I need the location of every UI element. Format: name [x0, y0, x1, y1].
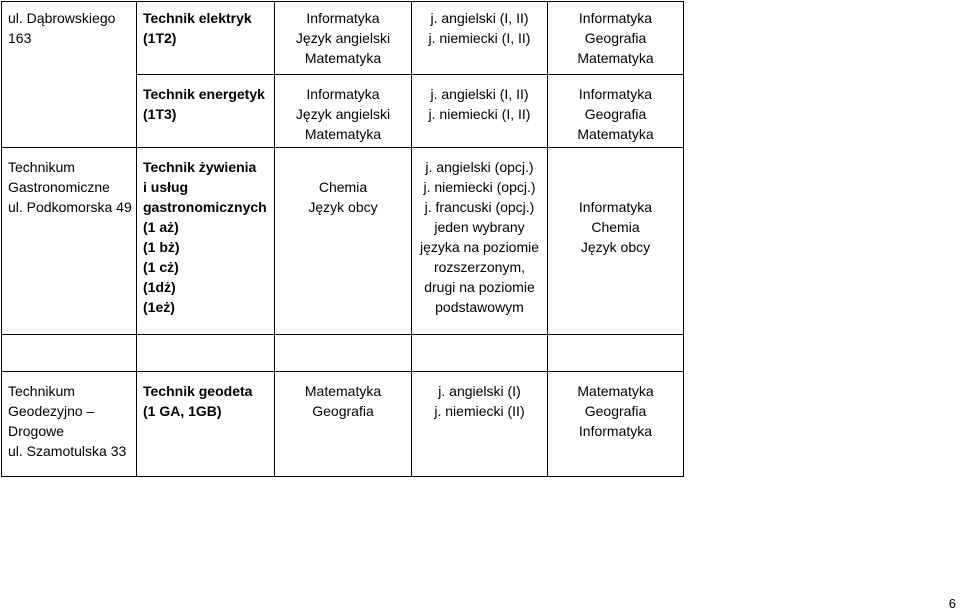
school-address-line: ul. Podkomorska 49 [8, 199, 132, 215]
language: j. angielski (I, II) [430, 10, 529, 26]
table-row [2, 75, 684, 148]
subject: Informatyka [578, 199, 653, 215]
profession-name: i usług [143, 179, 189, 195]
subject: Język angielski [295, 30, 391, 46]
subject: Język angielski [295, 106, 391, 122]
language: j. angielski (opcj.) [425, 159, 534, 175]
school-name-line: Technikum [8, 383, 75, 399]
school-address-line: 163 [8, 30, 32, 46]
table-row [2, 2, 684, 75]
language-note: podstawowym [435, 299, 524, 315]
school-name-line: Technikum [8, 159, 75, 175]
table-row [2, 148, 684, 335]
class-code: (1 bż) [143, 239, 180, 255]
empty-cell [548, 335, 684, 372]
subject: Język obcy [580, 239, 651, 255]
language-note: jeden wybrany [434, 219, 525, 235]
school-address-line: ul. Szamotulska 33 [8, 443, 127, 459]
profession-name: Technik żywienia [143, 159, 257, 175]
subject: Matematyka [577, 383, 654, 399]
extended-subjects-cell [275, 372, 412, 477]
language: j. niemiecki (I, II) [428, 30, 531, 46]
subject: Chemia [318, 179, 368, 195]
school-cell [2, 148, 137, 335]
language-note: rozszerzonym, [433, 259, 526, 275]
school-cell [2, 75, 137, 148]
profession-cell [137, 2, 275, 75]
subject: Geografia [584, 403, 647, 419]
languages-cell [412, 2, 548, 75]
empty-cell [2, 335, 137, 372]
class-code: (1dż) [143, 279, 176, 295]
school-cell [2, 372, 137, 477]
language-note: drugi na poziomie [424, 279, 535, 295]
subject: Matematyka [577, 126, 654, 142]
language: j. niemiecki (opcj.) [423, 179, 536, 195]
extended-subjects-cell [275, 75, 412, 148]
language: j. francuski (opcj.) [424, 199, 535, 215]
recruitment-subjects-cell [548, 75, 684, 148]
school-name-line: Geodezyjno – [8, 403, 95, 419]
subject: Informatyka [306, 86, 380, 102]
table-row [2, 335, 684, 372]
subject: Język obcy [308, 199, 378, 215]
class-code: (1eż) [143, 299, 175, 315]
extended-subjects-cell [275, 2, 412, 75]
school-name-line: Gastronomiczne [8, 179, 110, 195]
page-number: 6 [948, 596, 956, 611]
languages-cell [412, 372, 548, 477]
empty-cell [137, 335, 275, 372]
school-profiles-table [1, 1, 684, 477]
class-code: (1T2) [143, 30, 177, 46]
languages-cell [412, 75, 548, 148]
profession-name: Technik energetyk [143, 86, 265, 102]
recruitment-subjects-cell [548, 2, 684, 75]
profession-name: Technik geodeta [143, 383, 253, 399]
class-code: (1T3) [143, 106, 177, 122]
profession-cell [137, 372, 275, 477]
subject: Matematyka [577, 50, 654, 66]
language: j. niemiecki (I, II) [428, 106, 531, 122]
class-code: (1 aż) [143, 219, 179, 235]
language: j. angielski (I) [438, 383, 521, 399]
class-code: (1 GA, 1GB) [143, 403, 222, 419]
subject: Matematyka [304, 383, 382, 399]
empty-cell [412, 335, 548, 372]
recruitment-subjects-cell [548, 148, 684, 335]
profession-name: gastronomicznych [143, 199, 267, 215]
extended-subjects-cell [275, 148, 412, 335]
subject: Informatyka [306, 10, 380, 26]
profession-name: Technik elektryk [143, 10, 252, 26]
subject: Informatyka [578, 10, 653, 26]
subject: Geografia [584, 30, 647, 46]
table-row [2, 372, 684, 477]
subject: Informatyka [578, 86, 653, 102]
recruitment-subjects-cell [548, 372, 684, 477]
subject: Matematyka [304, 126, 382, 142]
subject: Geografia [584, 106, 647, 122]
empty-cell [275, 335, 412, 372]
subject: Geografia [312, 403, 374, 419]
school-cell [2, 2, 137, 75]
language-note: języka na poziomie [419, 239, 540, 255]
profession-cell [137, 148, 275, 335]
class-code: (1 cż) [143, 259, 179, 275]
school-address-line: ul. Dąbrowskiego [8, 10, 116, 26]
language: j. angielski (I, II) [430, 86, 529, 102]
language: j. niemiecki (II) [434, 403, 525, 419]
subject: Chemia [591, 219, 640, 235]
subject: Matematyka [304, 50, 382, 66]
school-name-line: Drogowe [8, 423, 65, 439]
profession-cell [137, 75, 275, 148]
languages-cell [412, 148, 548, 335]
subject: Informatyka [578, 423, 653, 439]
